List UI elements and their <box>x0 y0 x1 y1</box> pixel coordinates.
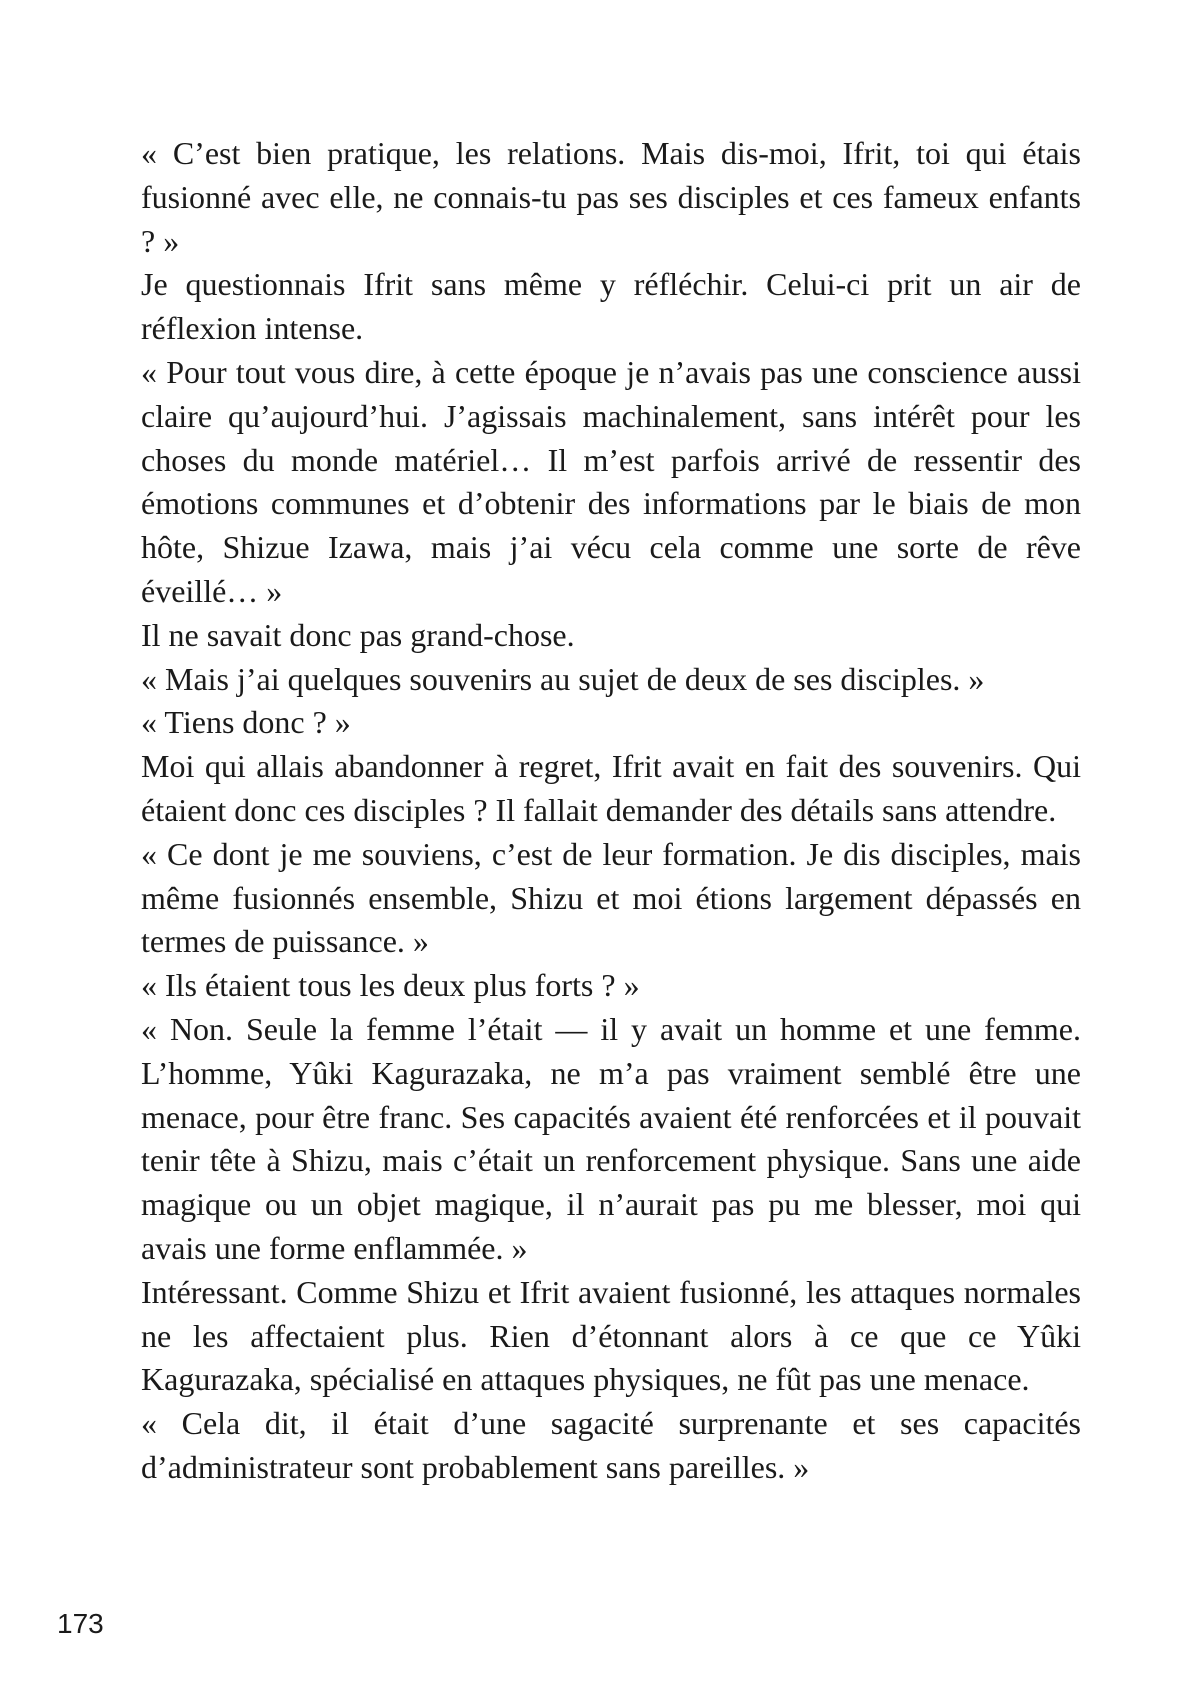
paragraph: « Ils étaient tous les deux plus forts ? » <box>141 967 640 1004</box>
paragraph: Intéressant. Comme Shizu et Ifrit avaient fusionné, les attaques normales ne les affectaient plus. Rien d’étonnant alors à ce que ce Yûki Kagurazaka, spécialisé en attaques physiques, ne fût pas une menace. <box>141 1273 1081 1398</box>
paragraph: « C’est bien pratique, les relations. Mais dis-moi, Ifrit, toi qui étais fusionné avec elle, ne connais-tu pas ses disciples et ces fameux enfants ? » <box>141 135 1081 259</box>
paragraph: Il ne savait donc pas grand-chose. <box>141 616 575 653</box>
paragraph: « Tiens donc ? » <box>141 704 351 741</box>
paragraph: Moi qui allais abandonner à regret, Ifrit avait en fait des souvenirs. Qui étaient donc ces disciples ? Il fallait demander des détails sans attendre. <box>141 748 1081 828</box>
body-text <box>141 132 1081 1490</box>
paragraph: « Non. Seule la femme l’était — il y avait un homme et une femme. L’homme, Yûki Kagurazaka, ne m’a pas vraiment semblé être une menace, pour être franc. Ses capacités avaient été renforcées et il pouvait tenir tête à Shizu, mais c’était un renforcement physique. Sans une aide magique ou un objet magique, il n’aurait pas pu me blesser, moi qui avais une forme enflammée. » <box>141 1010 1081 1266</box>
paragraph: « Pour tout vous dire, à cette époque je n’avais pas une conscience aussi claire qu’aujourd’hui. J’agissais machinalement, sans intérêt pour les choses du monde matériel… Il m’est parfois arrivé de ressentir des émotions communes et d’obtenir des informations par le biais de mon hôte, Shizue Izawa, mais j’ai vécu cela comme une sorte de rêve éveillé… » <box>141 353 1081 609</box>
paragraph: Je questionnais Ifrit sans même y réfléchir. Celui-ci prit un air de réflexion intense. <box>141 266 1081 347</box>
paragraph: « Cela dit, il était d’une sagacité surprenante et ses capacités d’administrateur sont probablement sans pareilles. » <box>141 1405 1081 1485</box>
paragraph: « Ce dont je me souviens, c’est de leur formation. Je dis disciples, mais même fusionnés ensemble, Shizu et moi étions largement dépassés en termes de puissance. » <box>141 835 1081 960</box>
page-number: 173 <box>57 1608 104 1639</box>
paragraph: « Mais j’ai quelques souvenirs au sujet de deux de ses disciples. » <box>141 660 985 697</box>
